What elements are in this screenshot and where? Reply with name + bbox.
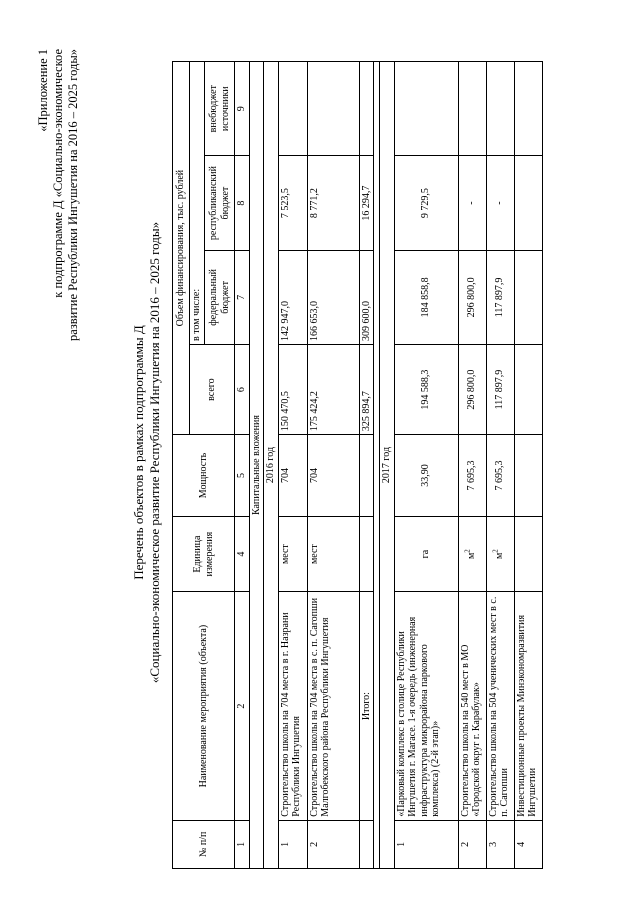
row-name: «Парковый комплекс в столице Республики Ингушетия г. Магасе. 1-я очередь (инженерная инфраструктура микрорайона паркового комплекса) (2-й этап)»: [394, 592, 458, 820]
appendix-line-1: «Приложение 1: [36, 49, 50, 132]
row-num: 4: [514, 820, 542, 868]
header-republican: республиканский бюджет: [205, 156, 235, 250]
header-name: Наименование мероприятия (объекта): [173, 592, 235, 820]
row-total: 117 897,9: [486, 345, 514, 435]
row-name: Строительство школы на 540 мест в МО «Городской округ г. Карабулак»: [458, 592, 486, 820]
colnum-2: 2: [235, 592, 250, 820]
row-republican: -: [458, 156, 486, 250]
total-republican: 16 294,7: [359, 156, 374, 250]
row-federal: 296 800,0: [458, 250, 486, 344]
header-row-1: [173, 62, 190, 869]
total-label: Итого:: [359, 592, 374, 820]
table-row: [486, 62, 514, 869]
header-num: № п/п: [173, 820, 235, 868]
row-name: Строительство школы на 704 места в с. п. Сагопши Малгобекского района Республики Ингушетия: [307, 592, 359, 820]
row-extra: [278, 62, 307, 156]
title-line-1: Перечень объектов в рамках подпрограммы Д: [131, 325, 146, 580]
row-federal: 117 897,9: [486, 250, 514, 344]
row-total: 175 424,2: [307, 345, 359, 435]
header-including: в том числе:: [190, 62, 205, 345]
objects-table: [172, 61, 543, 869]
year-row-2016: [264, 62, 279, 869]
colnum-5: 5: [235, 435, 250, 517]
table-row: [514, 62, 542, 869]
row-extra: [307, 62, 359, 156]
header-funding: Объем финансирования, тыс. рублей: [173, 62, 190, 435]
document-title: [131, 0, 162, 905]
header-capacity: Мощность: [173, 435, 235, 517]
row-unit-cell: [486, 516, 514, 591]
row-unit: [514, 516, 542, 591]
row-capacity: 704: [307, 435, 359, 517]
colnum-1: 1: [235, 820, 250, 868]
total-row-2016: [359, 62, 374, 869]
row-num: 3: [486, 820, 514, 868]
header-federal: федеральный бюджет: [205, 250, 235, 344]
header-extra: внебюджет источники: [205, 62, 235, 156]
section-title: Капитальные вложения: [249, 62, 264, 869]
row-extra: [514, 62, 542, 156]
row-unit: га: [394, 516, 458, 591]
row-capacity: [514, 435, 542, 517]
row-extra: [394, 62, 458, 156]
row-extra: [486, 62, 514, 156]
row-federal: 184 858,8: [394, 250, 458, 344]
table-row: [394, 62, 458, 869]
row-total: 194 588,3: [394, 345, 458, 435]
colnum-4: 4: [235, 516, 250, 591]
table-row: [307, 62, 359, 869]
row-name: Строительство школы на 704 места в г. Назрани Республики Ингушетия: [278, 592, 307, 820]
year-2016-label: 2016 год: [264, 62, 279, 869]
row-name: Инвестиционные проекты Минэкономразвития Ингушетии: [514, 592, 542, 820]
row-total: 150 470,5: [278, 345, 307, 435]
row-republican: [514, 156, 542, 250]
row-num: 2: [458, 820, 486, 868]
appendix-line-3: развитие Республики Ингушетия на 2016 – 2025 годы»: [66, 49, 80, 341]
header-total: всего: [190, 345, 235, 435]
section-row: [249, 62, 264, 869]
row-republican: 8 771,2: [307, 156, 359, 250]
unit-superscript: 2: [463, 549, 472, 553]
unit-superscript: 2: [491, 549, 500, 553]
row-num: 1: [394, 820, 458, 868]
colnum-7: 7: [235, 250, 250, 344]
row-federal: 166 653,0: [307, 250, 359, 344]
table-row: [458, 62, 486, 869]
row-unit: м: [466, 552, 478, 560]
row-republican: 7 523,5: [278, 156, 307, 250]
row-unit: м: [494, 552, 506, 560]
row-extra: [458, 62, 486, 156]
row-unit-cell: [458, 516, 486, 591]
year-2017-label: 2017 год: [380, 62, 395, 869]
row-republican: -: [486, 156, 514, 250]
table-row: [278, 62, 307, 869]
row-total: 296 800,0: [458, 345, 486, 435]
header-unit: Единица измерения: [173, 516, 235, 591]
row-num: 2: [307, 820, 359, 868]
row-capacity: 33,90: [394, 435, 458, 517]
row-unit: мест: [307, 516, 359, 591]
colnum-6: 6: [235, 345, 250, 435]
row-republican: 9 729,5: [394, 156, 458, 250]
row-capacity: 7 695,3: [486, 435, 514, 517]
colnum-8: 8: [235, 156, 250, 250]
row-capacity: 7 695,3: [458, 435, 486, 517]
row-federal: [514, 250, 542, 344]
year-row-2017: [380, 62, 395, 869]
total-sum: 325 894,7: [359, 345, 374, 435]
colnum-9: 9: [235, 62, 250, 156]
row-capacity: 704: [278, 435, 307, 517]
row-federal: 142 947,0: [278, 250, 307, 344]
row-unit: мест: [278, 516, 307, 591]
row-total: [514, 345, 542, 435]
title-line-2: «Социально-экономическое развитие Республики Ингушетия на 2016 – 2025 годы»: [146, 221, 162, 684]
row-name: Строительство школы на 504 ученических мест в с. п. Сагопши: [486, 592, 514, 820]
appendix-header: [36, 49, 81, 341]
row-num: 1: [278, 820, 307, 868]
total-federal: 309 600,0: [359, 250, 374, 344]
appendix-line-2: к подпрограмме Д «Социально-экономическое: [51, 49, 65, 298]
column-number-row: [235, 62, 250, 869]
